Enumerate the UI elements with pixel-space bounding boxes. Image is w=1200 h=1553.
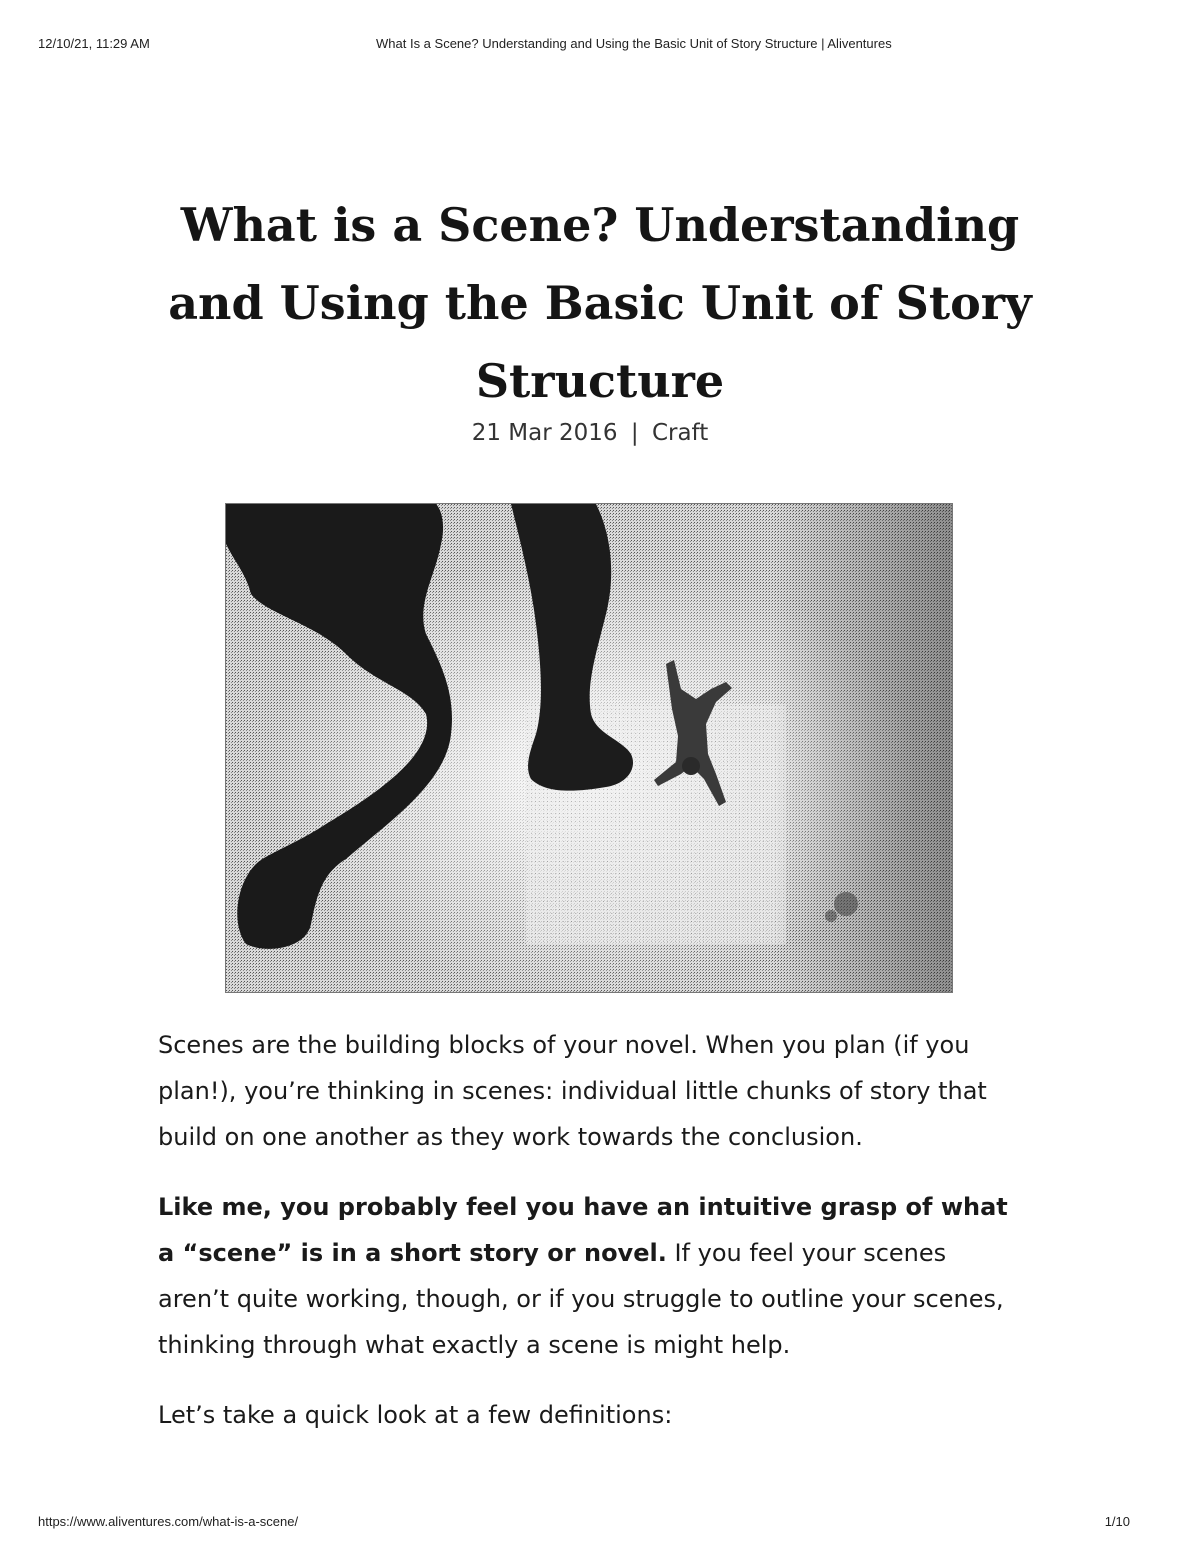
print-page-number: 1/10 <box>1104 1514 1130 1529</box>
article-category-link[interactable]: Craft <box>651 420 709 446</box>
hero-image <box>225 503 953 993</box>
article-date: 21 Mar 2016 <box>471 420 618 446</box>
hero-image-graphic <box>226 504 953 993</box>
title-line-1: What is a Scene? Understanding <box>180 198 1020 252</box>
article-meta <box>0 420 1180 446</box>
paragraph-intuitive-grasp <box>158 1184 1008 1368</box>
paragraph-definitions-lead: Let’s take a quick look at a few definitions: <box>158 1401 673 1429</box>
title-line-3: Structure <box>475 354 725 408</box>
paragraph-intuitive-grasp-bold: Like me, you probably feel you have an intuitive grasp of what a “scene” is in a short story or novel. <box>158 1193 1008 1267</box>
paragraph-intro: Scenes are the building blocks of your novel. When you plan (if you plan!), you’re thinking in scenes: individual little chunks of story that build on one another as they work towards the conclusion. <box>158 1031 987 1151</box>
print-date: 12/10/21, 11:29 AM <box>38 36 150 51</box>
print-header <box>38 36 1162 56</box>
meta-separator: | <box>630 420 639 446</box>
print-page-title: What Is a Scene? Understanding and Using the Basic Unit of Story Structure | Aliventures <box>376 36 892 51</box>
paragraph-intuitive-grasp-rest: If you feel your scenes aren’t quite working, though, or if you struggle to outline your scenes, thinking through what exactly a scene is might help. <box>158 1239 1004 1359</box>
print-footer <box>38 1514 1130 1534</box>
title-line-2: and Using the Basic Unit of Story <box>168 276 1032 330</box>
print-url: https://www.aliventures.com/what-is-a-scene/ <box>38 1514 299 1529</box>
article-title <box>120 186 1080 420</box>
